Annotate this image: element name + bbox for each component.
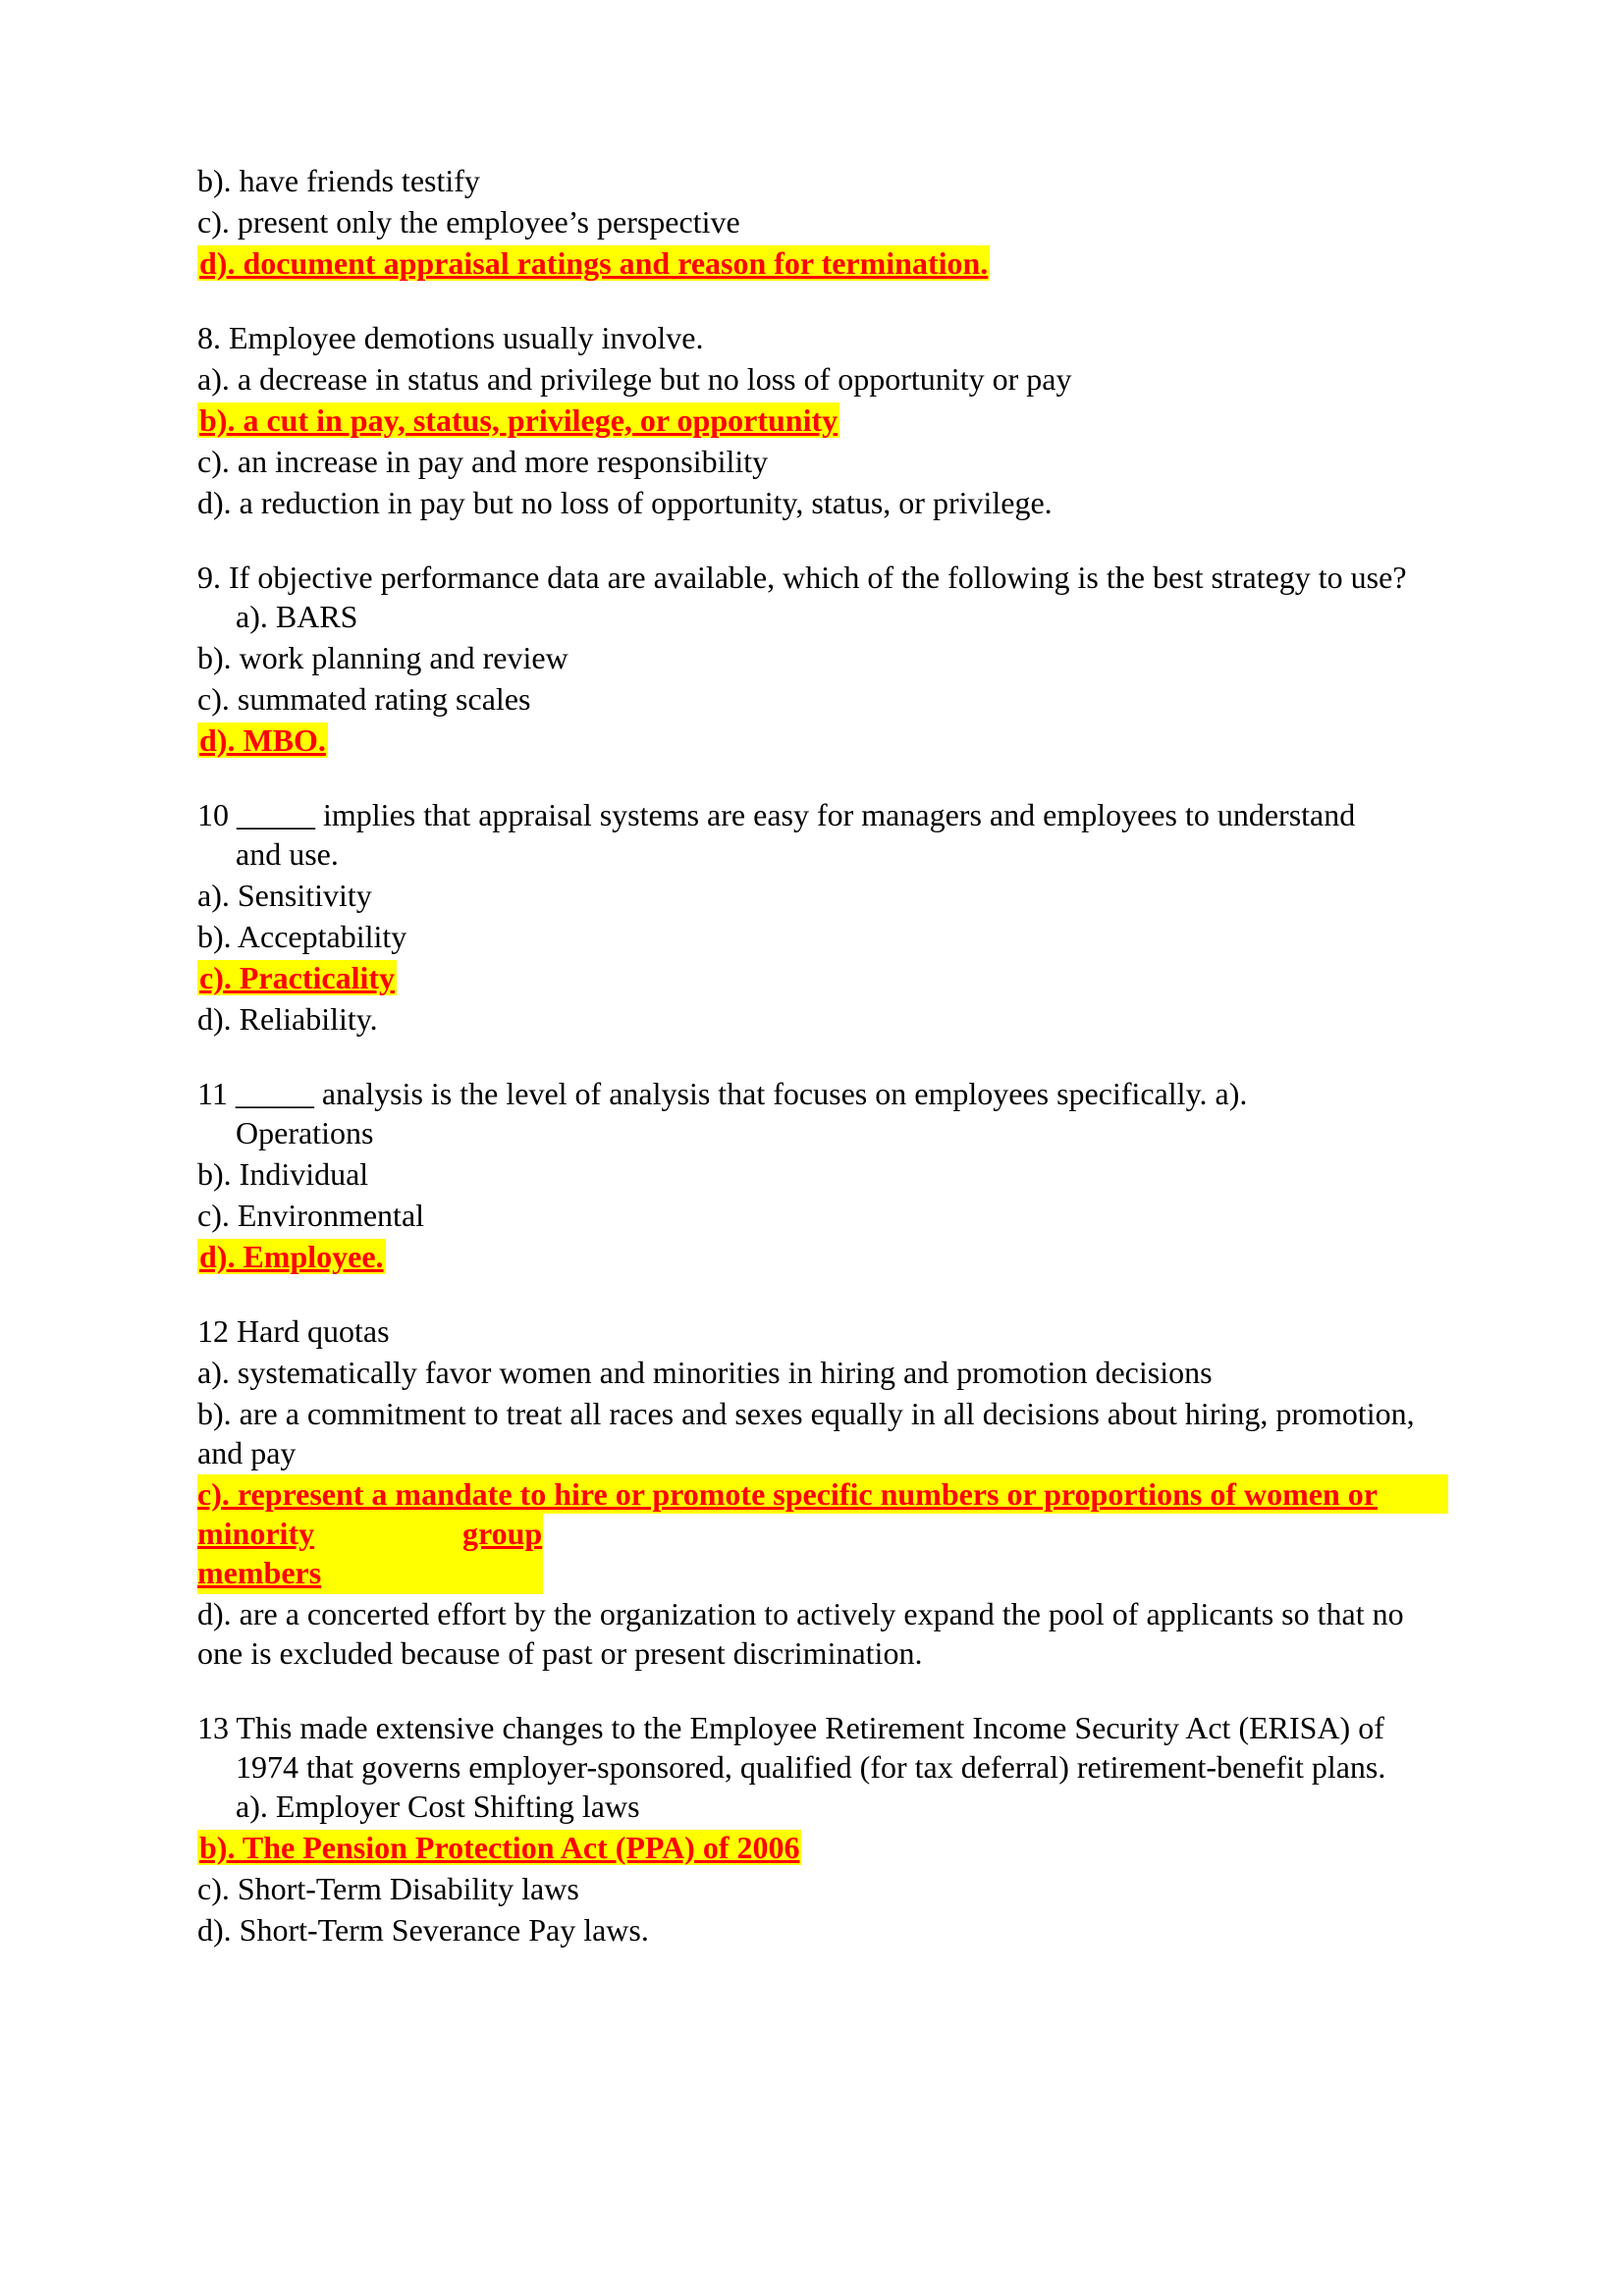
q13-option-a: a). Employer Cost Shifting laws [236, 1789, 640, 1824]
q9-option-c: c). summated rating scales [197, 681, 531, 717]
q13-answer-text: b). The Pension Protection Act (PPA) of 2006 [199, 1830, 800, 1865]
q13-answer [197, 1828, 801, 1867]
q10-answer [197, 958, 397, 997]
q13-question-line2: 1974 that governs employer-sponsored, qualified (for tax deferral) retirement-benefit plans. [236, 1749, 1386, 1785]
q7-answer [197, 243, 990, 283]
q13-option-c: c). Short-Term Disability laws [197, 1871, 579, 1906]
q12-option-b-line1-text: b). are a commitment to treat all races and sexes equally in all decisions about hiring, promotion, [197, 1396, 1415, 1431]
q10-answer-text: c). Practicality [199, 960, 395, 995]
q7-option-b: b). have friends testify [197, 163, 480, 198]
q8-question: 8. Employee demotions usually involve. [197, 320, 704, 355]
q8-option-d: d). a reduction in pay but no loss of opportunity, status, or privilege. [197, 485, 1053, 520]
q13-question-line1: 13 This made extensive changes to the Employee Retirement Income Security Act (ERISA) of [197, 1710, 1384, 1745]
q12-option-d-line2: one is excluded because of past or present discrimination. [197, 1635, 923, 1671]
q8-option-a: a). a decrease in status and privilege but no loss of opportunity or pay [197, 361, 1072, 397]
q8-option-c: c). an increase in pay and more responsibility [197, 444, 769, 479]
q12-answer-line2b: group [462, 1516, 543, 1551]
q9-option-b: b). work planning and review [197, 640, 568, 675]
q11-answer [197, 1237, 386, 1276]
q10-option-b: b). Acceptability [197, 919, 407, 954]
q11-question-line1: 11 _____ analysis is the level of analysis that focuses on employees specifically. a). [197, 1076, 1248, 1111]
q10-question-line2: and use. [236, 836, 339, 872]
q9-answer [197, 721, 328, 760]
q12-answer-line1: c). represent a mandate to hire or promote specific numbers or proportions of women or [197, 1476, 1378, 1512]
q12-answer-line3: members [197, 1555, 322, 1590]
q12-answer-line2a: minority [197, 1516, 315, 1551]
q11-option-c: c). Environmental [197, 1198, 425, 1233]
q10-option-d: d). Reliability. [197, 1001, 378, 1037]
q9-option-a: a). BARS [236, 599, 358, 634]
q7-option-c: c). present only the employee’s perspective [197, 204, 740, 240]
q12-option-a: a). systematically favor women and minorities in hiring and promotion decisions [197, 1355, 1213, 1390]
q12-option-d-line1: d). are a concerted effort by the organization to actively expand the pool of applicants so that no [197, 1596, 1404, 1631]
q11-question-line2: Operations [236, 1115, 374, 1150]
q12-question: 12 Hard quotas [197, 1313, 390, 1349]
q10-question-line1: 10 _____ implies that appraisal systems are easy for managers and employees to understand [197, 797, 1356, 832]
q7-answer-text: d). document appraisal ratings and reason for termination. [199, 245, 989, 281]
q12-answer-line1-highlight [197, 1474, 1448, 1514]
q9-question: 9. If objective performance data are available, which of the following is the best strategy to use? [197, 560, 1407, 595]
q11-answer-text: d). Employee. [199, 1239, 384, 1274]
q12-answer-block-highlight [197, 1514, 543, 1594]
q11-option-b: b). Individual [197, 1156, 369, 1192]
q12-option-b-line2: and pay [197, 1435, 297, 1470]
q8-answer [197, 400, 839, 440]
q10-option-a: a). Sensitivity [197, 878, 372, 913]
q13-option-d: d). Short-Term Severance Pay laws. [197, 1912, 649, 1948]
q8-answer-text: b). a cut in pay, status, privilege, or opportunity [199, 402, 839, 438]
q9-answer-text: d). MBO. [199, 722, 326, 758]
